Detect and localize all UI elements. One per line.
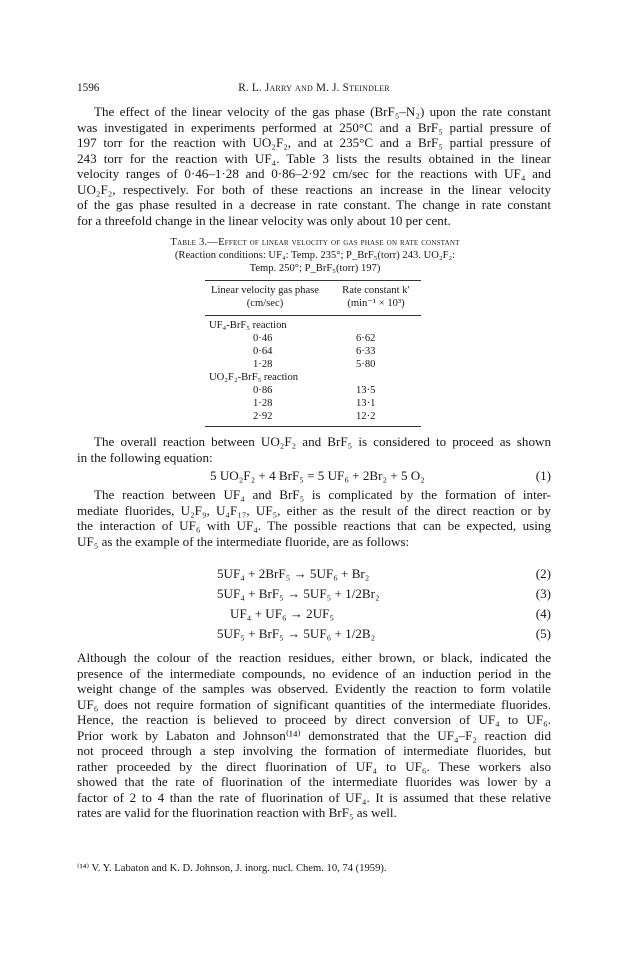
text-line: for a threefold change in the linear velocity was only about 10 per cent.	[77, 212, 451, 228]
text-line: of the gas phase resulted in a decrease in rate constant. The change in rate constant	[77, 197, 551, 212]
text-line: weight change of the samples was observed. Evidently the reaction to form volatile	[77, 681, 551, 696]
text-line: in the following equation:	[77, 449, 213, 465]
table-cell: 13·1	[356, 398, 376, 409]
table-cell: 2·92	[253, 411, 273, 422]
equation-number: (2)	[535, 566, 551, 581]
table-cell: 0·86	[253, 385, 273, 396]
text-line: rather proceeded by the direct fluorination of UF₄ to UF₆. These workers also	[77, 758, 551, 774]
text-line: UF₅ as the example of the intermediate fluoride, are as follows:	[77, 533, 410, 549]
text-line: The effect of the linear velocity of the gas phase (BrF₅–N₂) upon the rate constant	[94, 104, 551, 119]
text-line: showed that the rate of fluorination of the intermediate fluorides was lower by a	[77, 774, 551, 789]
table-top-rule	[205, 280, 421, 281]
running-authors: R. L. Jarry and M. J. Steindler	[238, 82, 390, 94]
text-line: presence of the intermediate compounds, no evidence of an induction period in the	[77, 665, 551, 681]
column-header-line: Rate constant k′	[342, 285, 410, 296]
table-cell: 0·46	[253, 333, 273, 344]
text-line: Although the colour of the reaction residues, either brown, or black, indicated the	[77, 650, 551, 665]
table-cell: 1·28	[253, 398, 273, 409]
table-conditions-line: (Reaction conditions: UF₄: Temp. 235°; P_BrF₅(torr) 243. UO₂F₂:	[174, 250, 456, 261]
text-line: UF₆ does not require formation of significant quantities of the intermediate fluorides.	[77, 696, 551, 712]
column-header-line: (cm/sec)	[246, 298, 284, 309]
equation-number: (3)	[535, 586, 551, 601]
table-header-rule	[205, 315, 421, 316]
table-conditions-line: Temp. 250°; P_BrF₅(torr) 197)	[249, 263, 381, 274]
table-cell: 0·64	[253, 346, 273, 357]
footnote-reference: ⁽¹⁴⁾ V. Y. Labaton and K. D. Johnson, J. inorg. nucl. Chem. 10, 74 (1959).	[77, 863, 387, 874]
equation-number: (5)	[535, 626, 551, 641]
table-bottom-rule	[205, 426, 421, 427]
table-cell: 13·5	[356, 385, 376, 396]
table-cell: 5·80	[356, 359, 376, 370]
paragraph-uf4-reaction	[77, 487, 551, 549]
text-line: factor of 2 to 4 than the rate of fluorination of UF₄. It is assumed that these relative	[77, 789, 551, 805]
equation-number: (1)	[535, 468, 551, 483]
table-cell: 1·28	[253, 359, 273, 370]
text-line: 197 torr for the reaction with UO₂F₂, and at 235°C and a BrF₅ partial pressure of	[77, 135, 551, 150]
table-caption	[130, 236, 500, 275]
text-line: rates are valid for the fluorination reaction with BrF₅ as well.	[77, 805, 397, 820]
table-group-label: UF₄-BrF₅ reaction	[209, 320, 287, 331]
text-line: was investigated in experiments performed at 250°C and a BrF₅ partial pressure of	[77, 119, 551, 135]
text-line: 243 torr for the reaction with UF₄. Table 3 lists the results obtained in the linear	[77, 150, 551, 166]
text-line: The overall reaction between UO₂F₂ and BrF₅ is considered to proceed as shown	[94, 434, 551, 449]
column-header-line: Linear velocity gas phase	[211, 285, 319, 296]
equation-number: (4)	[535, 606, 551, 621]
text-line: Prior work by Labaton and Johnson⁽¹⁴⁾ demonstrated that the UF₄–F₂ reaction did	[77, 727, 551, 743]
equation-5: 5UF₅ + BrF₅ → 5UF₆ + 1/2B₂	[217, 626, 376, 641]
text-line: UO₂F₂, respectively. For both of these reactions an increase in the linear velocity	[77, 181, 551, 197]
table-group-label: UO₂F₂-BrF₅ reaction	[209, 372, 299, 383]
table-title: Table 3.—Effect of linear velocity of gas phase on rate constant	[170, 237, 460, 248]
column-header-rate-constant	[330, 284, 422, 310]
equation-1: 5 UO₂F₂ + 4 BrF₅ = 5 UF₆ + 2Br₂ + 5 O₂	[210, 468, 425, 483]
equation-3: 5UF₄ + BrF₅ → 5UF₅ + 1/2Br₂	[217, 586, 380, 601]
text-line: not proceed through a step involving the formation of intermediate fluorides, but	[77, 743, 551, 758]
table-cell: 12·2	[356, 411, 376, 422]
text-line: the interaction of UF₆ with UF₄. The possible reactions that can be expected, using	[77, 518, 551, 533]
page-number: 1596	[77, 82, 100, 94]
paragraph-overall-reaction	[77, 434, 551, 465]
paragraph-linear-velocity	[77, 104, 551, 228]
text-line: Hence, the reaction is believed to proceed by direct conversion of UF₄ to UF₆.	[77, 712, 551, 727]
equation-2: 5UF₄ + 2BrF₅ → 5UF₆ + Br₂	[217, 566, 370, 581]
equation-4: UF₄ + UF₆ → 2UF₅	[230, 606, 335, 621]
table-cell: 6·62	[356, 333, 376, 344]
text-line: velocity ranges of 0·46–1·28 and 0·86–2·92 cm/sec for the reactions with UF₄ and	[77, 166, 551, 181]
text-line: mediate fluorides, U₂F₉, U₄F₁₇, UF₅, either as the result of the direct reaction or by	[77, 502, 551, 518]
paragraph-intermediate-compounds	[77, 650, 551, 821]
running-header	[77, 82, 551, 98]
text-line: The reaction between UF₄ and BrF₅ is complicated by the formation of inter-	[94, 487, 551, 502]
column-header-line: (min⁻¹ × 10³)	[347, 298, 405, 309]
column-header-velocity	[205, 284, 325, 310]
table-cell: 6·33	[356, 346, 376, 357]
